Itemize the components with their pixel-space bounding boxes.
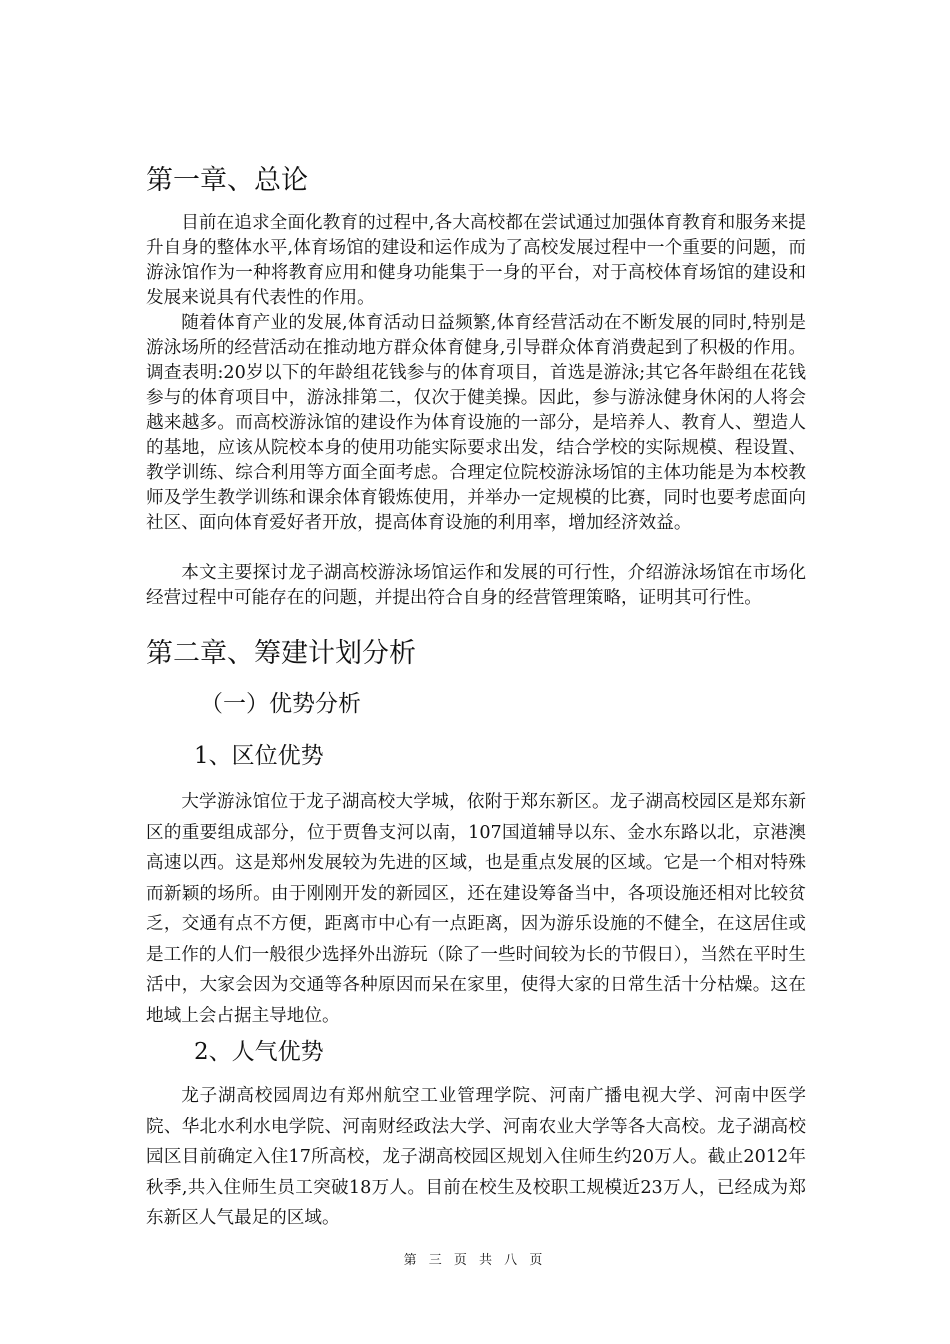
- popularity-advantage-paragraph: 龙子湖高校园周边有郑州航空工业管理学院、河南广播电视大学、河南中医学院、华北水利水电学院、河南财经政法大学、河南农业大学等各大高校。龙子湖高校园区目前确定入住17所高校，龙子湖高校园区规划入住师生约20万人。截止2012年秋季,共入住师生员工突破18万人。目前在校生及校职工规模近23万人，已经成为郑东新区人气最足的区域。: [146, 1086, 806, 1228]
- chapter-1-paragraph-2: 随着体育产业的发展,体育活动日益频繁,体育经营活动在不断发展的同时,特别是游泳场所的经营活动在推动地方群众体育健身,引导群众体育消费起到了积极的作用。调查表明:20岁以下的年龄组花钱参与的体育项目，首选是游泳;其它各年龄组在花钱参与的体育项目中，游泳排第二，仅次于健美操。因此，参与游泳健身休闲的人将会越来越多。而高校游泳馆的建设作为体育设施的一部分，是培养人、教育人、塑造人的基地，应该从院校本身的使用功能实际要求出发，结合学校的实际规模、程设置、教学训练、综合利用等方面全面考虑。合理定位院校游泳场馆的主体功能是为本校教师及学生教学训练和课余体育锻炼使用，并举办一定规模的比赛，同时也要考虑面向社区、面向体育爱好者开放，提高体育设施的利用率，增加经济效益。: [146, 313, 806, 533]
- chapter-2-title: 第二章、筹建计划分析: [146, 638, 416, 669]
- chapter-1-title: 第一章、总论: [146, 165, 308, 196]
- section-advantage-analysis-title: （一）优势分析: [200, 691, 361, 717]
- chapter-1-paragraph-1: 目前在追求全面化教育的过程中,各大高校都在尝试通过加强体育教育和服务来提升自身的整体水平,体育场馆的建设和运作成为了高校发展过程中一个重要的问题，而游泳馆作为一种将教育应用和健身功能集于一身的平台，对于高校体育场馆的建设和发展来说具有代表性的作用。: [146, 213, 806, 308]
- chapter-1-paragraph-3: 本文主要探讨龙子湖高校游泳场馆运作和发展的可行性，介绍游泳场馆在市场化经营过程中可能存在的问题，并提出符合自身的经营管理策略，证明其可行性。: [146, 563, 806, 608]
- page-footer: 第 三 页 共 八 页: [403, 1253, 547, 1268]
- subsection-popularity-advantage-title: 2、人气优势: [194, 1039, 324, 1065]
- subsection-location-advantage-title: 1、区位优势: [194, 743, 324, 769]
- location-advantage-paragraph: 大学游泳馆位于龙子湖高校大学城，依附于郑东新区。龙子湖高校园区是郑东新区的重要组成部分，位于贾鲁支河以南，107国道辅导以东、金水东路以北，京港澳高速以西。这是郑州发展较为先进的区域，也是重点发展的区域。它是一个相对特殊而新颖的场所。由于刚刚开发的新园区，还在建设筹备当中，各项设施还相对比较贫乏，交通有点不方便，距离市中心有一点距离，因为游乐设施的不健全，在这居住或是工作的人们一般很少选择外出游玩（除了一些时间较为长的节假日），当然在平时生活中，大家会因为交通等各种原因而呆在家里，使得大家的日常生活十分枯燥。这在地域上会占据主导地位。: [146, 792, 806, 1026]
